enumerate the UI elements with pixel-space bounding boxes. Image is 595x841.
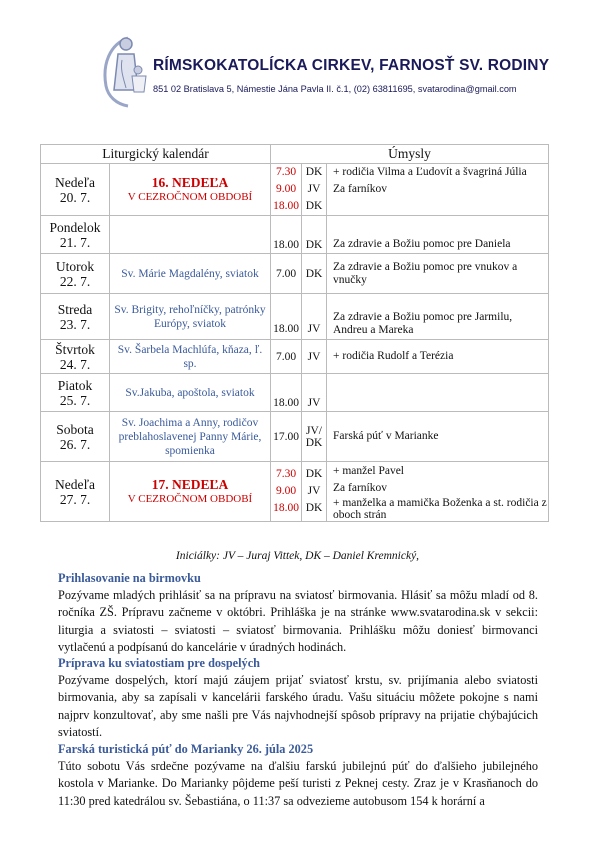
- calendar-header: Liturgický kalendár: [41, 145, 271, 164]
- section-title: Farská turistická púť do Marianky 26. júla 2025: [58, 742, 314, 756]
- section-text: Pozývame mladých prihlásiť sa na prípravu na sviatosť birmovania. Hlásiť sa môžu mladí od 8. ročníka ZŠ. Prípravu začneme v októbri. Prihláška je na stránke www.svatarodina.sk v sekcii: liturgia a sviatosti – sviatosti – sviatosť birmovania. Prihlášku môžu doniesť birmovanci vytlačenú a podpísanú do kancelárie v úradných hodinách.: [58, 588, 538, 654]
- time-cell: 7.30 9.00 18.00: [271, 164, 302, 216]
- priest-cell: DK JV DK: [302, 462, 327, 522]
- day-cell: Pondelok 21. 7.: [41, 216, 110, 254]
- liturgical-calendar-table: [40, 144, 549, 522]
- feast-cell: Sv. Šarbela Machlúfa, kňaza, ľ. sp.: [110, 340, 271, 374]
- priest-cell: JV: [302, 294, 327, 340]
- table-row: [41, 164, 549, 216]
- section-title: Príprava ku sviatostiam pre dospelých: [58, 656, 260, 670]
- section-pilgrimage: [58, 741, 538, 810]
- time-cell: 18.00: [271, 216, 302, 254]
- day-cell: Streda 23. 7.: [41, 294, 110, 340]
- table-row: [41, 462, 549, 522]
- table-row: [41, 254, 549, 294]
- priest-cell: DK: [302, 254, 327, 294]
- section-adult-sacraments: [58, 655, 538, 741]
- feast-cell: [110, 216, 271, 254]
- intent-cell: + rodičia Vilma a Ľudovít a švagriná Júlia Za farníkov: [327, 164, 549, 216]
- priest-cell: DK JV DK: [302, 164, 327, 216]
- feast-cell: Sv. Brigity, rehoľníčky, patrónky Európy, sviatok: [110, 294, 271, 340]
- priest-cell: DK: [302, 216, 327, 254]
- time-cell: 18.00: [271, 294, 302, 340]
- feast-cell: Sv. Márie Magdalény, sviatok: [110, 254, 271, 294]
- intentions-header: Úmysly: [271, 145, 549, 164]
- section-title: Prihlasovanie na birmovku: [58, 571, 201, 585]
- time-cell: 7.00: [271, 340, 302, 374]
- table-row: [41, 294, 549, 340]
- section-text: Túto sobotu Vás srdečne pozývame na ďalšiu farskú jubilejnú púť do ďalšieho jubilejného kostola v Marianke. Do Marianky pôjdeme peší turisti z Peknej cesty. Zraz je v Krasňanoch do 11:30 pred katedrálou sv. Šebastiána, o 11:37 sa odvezieme autobusom 154 k horární a: [58, 759, 538, 808]
- parish-logo: [98, 30, 150, 110]
- priest-cell: JV/ DK: [302, 412, 327, 462]
- feast-cell: Sv.Jakuba, apoštola, sviatok: [110, 374, 271, 412]
- table-header-row: [41, 145, 549, 164]
- feast-cell: 17. NEDEĽA V CEZROČNOM OBDOBÍ: [110, 462, 271, 522]
- feast-cell: 16. NEDEĽA V CEZROČNOM OBDOBÍ: [110, 164, 271, 216]
- intent-cell: Za zdravie a Božiu pomoc pre vnukov a vnučky: [327, 254, 549, 294]
- table-row: [41, 340, 549, 374]
- time-cell: 18.00: [271, 374, 302, 412]
- table-row: [41, 412, 549, 462]
- day-cell: Nedeľa 20. 7.: [41, 164, 110, 216]
- intent-cell: Farská púť v Marianke: [327, 412, 549, 462]
- intent-cell: + rodičia Rudolf a Terézia: [327, 340, 549, 374]
- day-cell: Piatok 25. 7.: [41, 374, 110, 412]
- org-address: 851 02 Bratislava 5, Námestie Jána Pavla II. č.1, (02) 63811695, svatarodina@gmail.com: [153, 84, 517, 94]
- priest-cell: JV: [302, 340, 327, 374]
- day-cell: Nedeľa 27. 7.: [41, 462, 110, 522]
- table-row: [41, 216, 549, 254]
- time-cell: 7.00: [271, 254, 302, 294]
- day-cell: Utorok 22. 7.: [41, 254, 110, 294]
- time-cell: 17.00: [271, 412, 302, 462]
- section-text: Pozývame dospelých, ktorí majú záujem prijať sviatosť krstu, sv. prijímania alebo sviatosti birmovania, aby sa zapísali v kancelárii farského úradu. Vašu situáciu môžete pokojne s nami najprv konzultovať, aby sme našli pre Vás najvhodnejší spôsob prípravy na prijatie chýbajúcich sviatostí.: [58, 673, 538, 739]
- intent-cell: [327, 374, 549, 412]
- time-cell: 7.30 9.00 18.00: [271, 462, 302, 522]
- section-confirmation: [58, 570, 538, 656]
- day-cell: Sobota 26. 7.: [41, 412, 110, 462]
- feast-cell: Sv. Joachima a Anny, rodičov preblahoslavenej Panny Márie, spomienka: [110, 412, 271, 462]
- day-cell: Štvrtok 24. 7.: [41, 340, 110, 374]
- priest-cell: JV: [302, 374, 327, 412]
- intent-cell: Za zdravie a Božiu pomoc pre Daniela: [327, 216, 549, 254]
- intent-cell: Za zdravie a Božiu pomoc pre Jarmilu, Andreu a Mareka: [327, 294, 549, 340]
- intent-cell: + manžel Pavel Za farníkov + manželka a mamička Boženka a st. rodičia z oboch strán: [327, 462, 549, 522]
- org-title: RÍMSKOKATOLÍCKA CIRKEV, FARNOSŤ SV. RODINY: [153, 57, 550, 74]
- table-row: [41, 374, 549, 412]
- initials-note: Iniciálky: JV – Juraj Vittek, DK – Daniel Kremnický,: [175, 550, 420, 562]
